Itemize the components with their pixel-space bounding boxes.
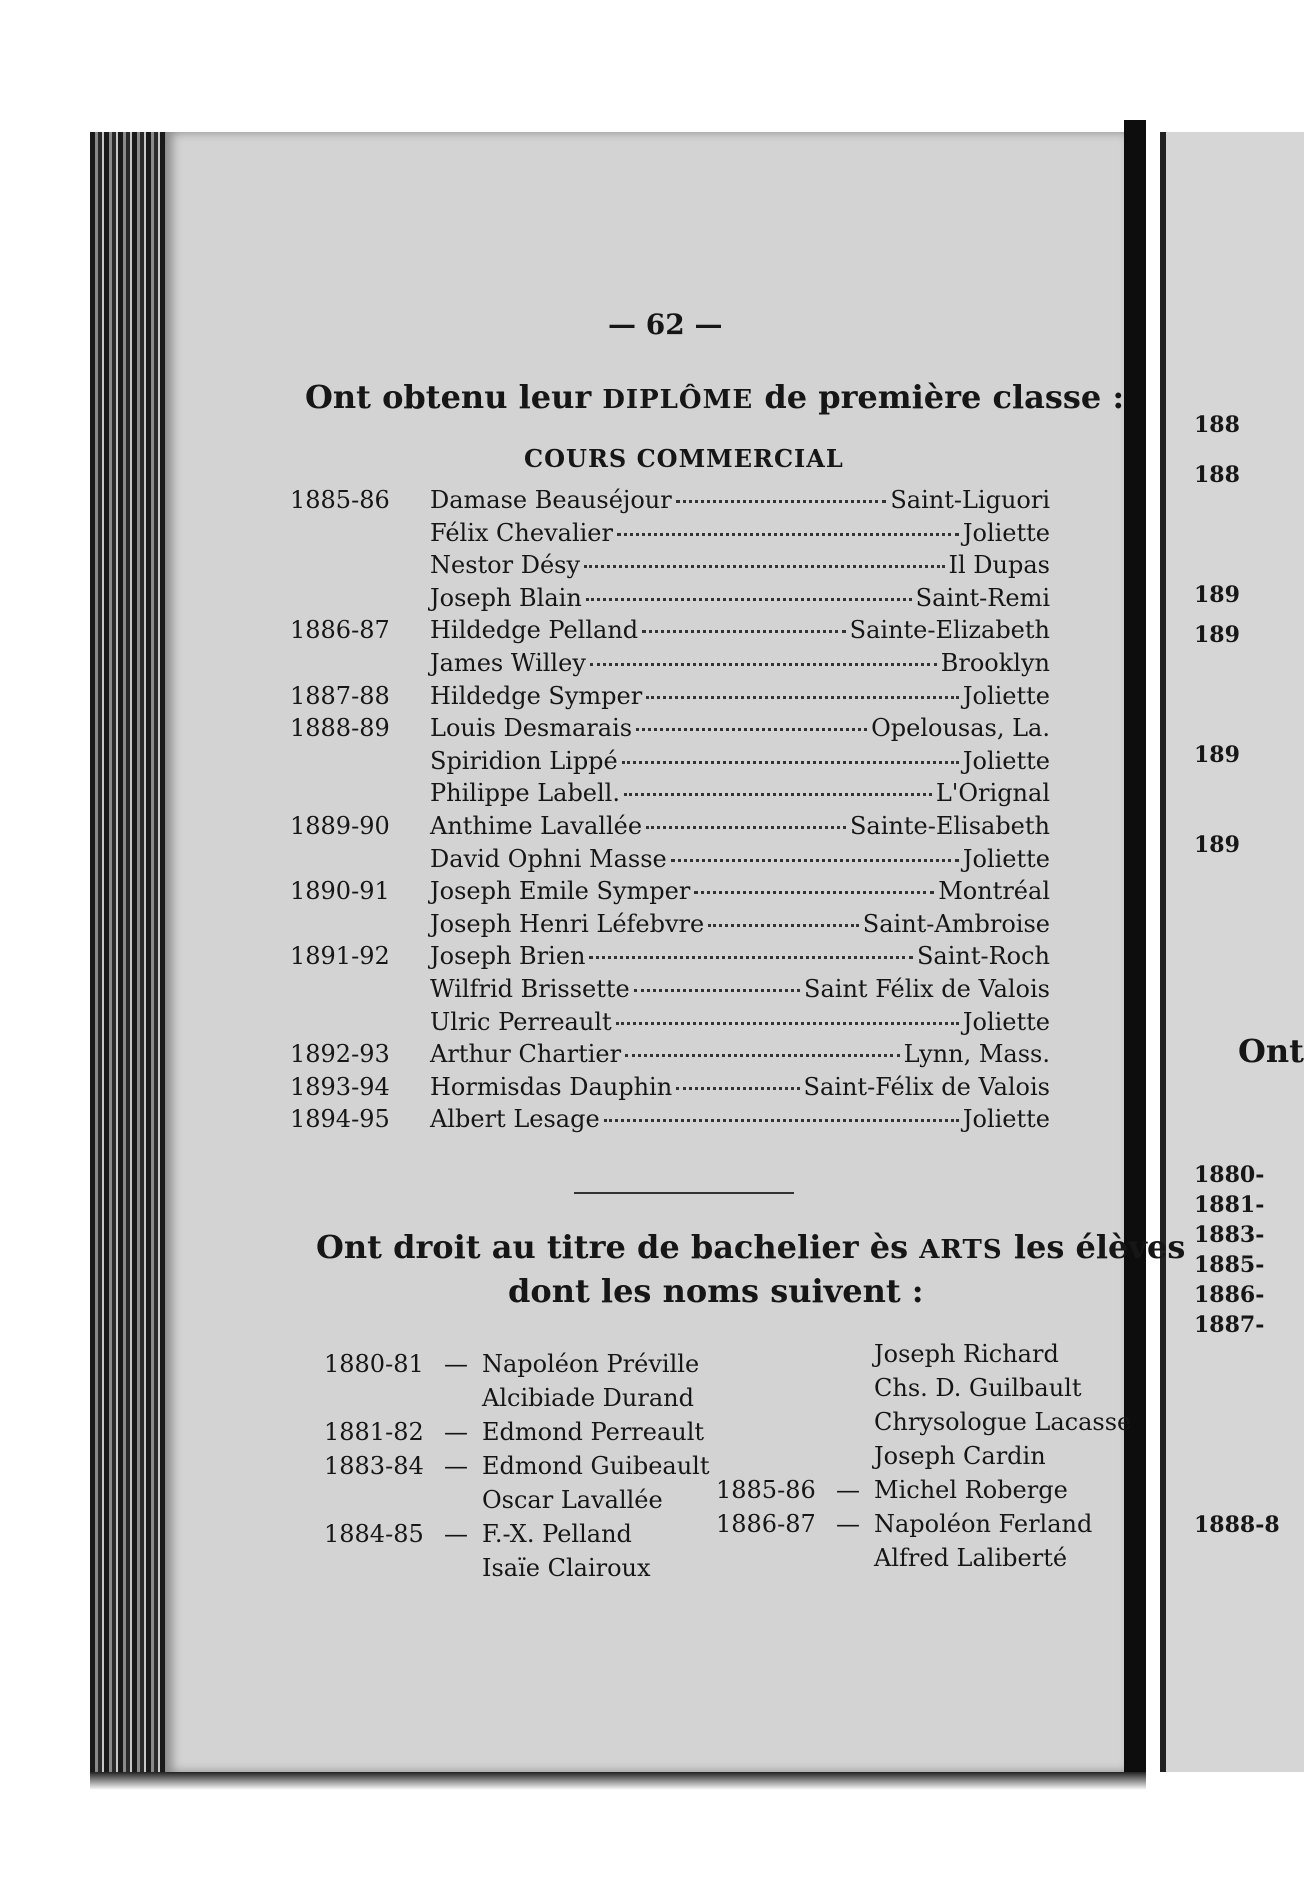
bachelor-heading-emphasis: ARTS bbox=[919, 1235, 1003, 1265]
entry-line bbox=[430, 812, 1050, 840]
dot-leader bbox=[590, 663, 937, 666]
entry-place: Brooklyn bbox=[940, 648, 1050, 677]
bachelor-year: 1880-81 bbox=[324, 1350, 424, 1378]
entry-place: Joliette bbox=[962, 681, 1050, 710]
bachelor-name: Joseph Cardin bbox=[874, 1442, 1046, 1470]
entry-line bbox=[430, 519, 1050, 547]
entry-line bbox=[430, 682, 1050, 710]
bachelor-row bbox=[324, 1452, 710, 1486]
entry-place: Lynn, Mass. bbox=[903, 1040, 1050, 1069]
bachelor-name: Oscar Lavallée bbox=[482, 1486, 663, 1514]
bachelor-name: Alcibiade Durand bbox=[482, 1384, 694, 1412]
page-number: — 62 — bbox=[608, 308, 723, 341]
next-page-year: 189 bbox=[1194, 742, 1240, 768]
entry-name: Nestor Désy bbox=[430, 551, 581, 580]
bachelor-name: Napoléon Préville bbox=[482, 1350, 700, 1378]
bachelor-year: 1884-85 bbox=[324, 1520, 424, 1548]
entry-place: Joliette bbox=[962, 1105, 1050, 1134]
entry-name: Félix Chevalier bbox=[430, 518, 613, 547]
entry-name: Philippe Labell. bbox=[430, 779, 620, 808]
dot-leader bbox=[708, 924, 859, 927]
bachelor-year: 1881-82 bbox=[324, 1418, 424, 1446]
entry-place: Joliette bbox=[962, 1007, 1050, 1036]
entry-place: Saint-Remi bbox=[915, 583, 1050, 612]
entry-year: 1886-87 bbox=[290, 616, 390, 645]
entry-year: 1890-91 bbox=[290, 877, 390, 906]
dot-leader bbox=[589, 956, 912, 959]
dot-leader bbox=[625, 1054, 900, 1057]
bachelor-row bbox=[324, 1554, 704, 1588]
book-spine bbox=[90, 132, 168, 1772]
entry-line bbox=[430, 649, 1050, 677]
bachelor-dash: — bbox=[444, 1520, 468, 1548]
entry-place: Montréal bbox=[938, 877, 1050, 906]
entry-name: Spiridion Lippé bbox=[430, 746, 618, 775]
next-page-year: 1886- bbox=[1194, 1282, 1265, 1308]
entry-year: 1894-95 bbox=[290, 1105, 390, 1134]
next-page-year: 188 bbox=[1194, 462, 1240, 488]
next-page-fragment bbox=[1160, 132, 1304, 1772]
entry-name: Hildedge Pelland bbox=[430, 616, 639, 645]
bachelor-row bbox=[324, 1486, 704, 1520]
bachelor-row bbox=[716, 1510, 1116, 1544]
diploma-heading-before: Ont obtenu leur bbox=[305, 378, 603, 416]
entry-place: L'Orignal bbox=[935, 779, 1050, 808]
next-page-year: 188 bbox=[1194, 412, 1240, 438]
bachelor-row bbox=[324, 1384, 704, 1418]
entry-year: 1887-88 bbox=[290, 681, 390, 710]
entry-line bbox=[430, 616, 1050, 644]
bachelor-name: Isaïe Clairoux bbox=[482, 1554, 651, 1582]
entry-year: 1891-92 bbox=[290, 942, 390, 971]
entry-line bbox=[430, 877, 1050, 905]
entry-line bbox=[430, 714, 1050, 742]
entry-line bbox=[430, 551, 1050, 579]
entry-place: Opelousas, La. bbox=[871, 714, 1050, 743]
bachelor-dash: — bbox=[444, 1452, 468, 1480]
entry-line bbox=[430, 779, 1050, 807]
next-page-year: 189 bbox=[1194, 622, 1240, 648]
entry-line bbox=[430, 1073, 1050, 1101]
entry-place: Saint-Ambroise bbox=[862, 909, 1050, 938]
next-page-year: 1881- bbox=[1194, 1192, 1265, 1218]
entry-place: Sainte-Elisabeth bbox=[849, 811, 1050, 840]
bachelor-dash: — bbox=[836, 1510, 860, 1538]
entry-place: Joliette bbox=[962, 518, 1050, 547]
bachelor-name: Alfred Laliberté bbox=[874, 1544, 1068, 1572]
dot-leader bbox=[694, 891, 934, 894]
entry-name: Albert Lesage bbox=[430, 1105, 600, 1134]
entry-line bbox=[430, 747, 1050, 775]
commercial-entry-row bbox=[290, 1105, 1050, 1138]
next-page-year: 189 bbox=[1194, 832, 1240, 858]
diploma-heading bbox=[305, 378, 1124, 416]
bachelor-row bbox=[716, 1408, 1132, 1442]
diploma-heading-emphasis: DIPLÔME bbox=[602, 385, 754, 415]
entry-year: 1892-93 bbox=[290, 1040, 390, 1069]
entry-place: Joliette bbox=[962, 746, 1050, 775]
entry-place: Saint-Liguori bbox=[890, 486, 1050, 514]
dot-leader bbox=[646, 826, 846, 829]
entry-line bbox=[430, 845, 1050, 873]
bachelor-row bbox=[716, 1544, 1116, 1578]
entry-year: 1888-89 bbox=[290, 714, 390, 743]
next-page-year: 1883- bbox=[1194, 1222, 1265, 1248]
commercial-entry-row bbox=[290, 714, 1050, 747]
commercial-entry-row bbox=[290, 747, 1050, 780]
commercial-entry-row bbox=[290, 975, 1050, 1008]
entry-name: Louis Desmarais bbox=[430, 714, 633, 743]
entry-line bbox=[430, 975, 1050, 1003]
entry-year: 1893-94 bbox=[290, 1072, 390, 1101]
entry-name: Joseph Brien bbox=[430, 942, 586, 971]
dot-leader bbox=[634, 989, 800, 992]
entry-place: Joliette bbox=[962, 844, 1050, 873]
entry-place: Saint Félix de Valois bbox=[804, 974, 1050, 1003]
next-page-year: 1888-8 bbox=[1194, 1512, 1280, 1538]
bachelor-row bbox=[716, 1476, 1116, 1510]
bachelor-heading bbox=[316, 1228, 1185, 1266]
bachelor-name: Napoléon Ferland bbox=[874, 1510, 1093, 1538]
dot-leader bbox=[624, 793, 932, 796]
bachelor-name: Michel Roberge bbox=[874, 1476, 1068, 1504]
next-page-heading: Ont bbox=[1238, 1032, 1304, 1070]
commercial-entry-row bbox=[290, 942, 1050, 975]
entry-name: Ulric Perreault bbox=[430, 1007, 612, 1036]
entry-line bbox=[430, 1040, 1050, 1068]
entry-name: Anthime Lavallée bbox=[430, 811, 643, 840]
dot-leader bbox=[604, 1119, 959, 1122]
entry-line bbox=[430, 1008, 1050, 1036]
entry-line bbox=[430, 942, 1050, 970]
entry-name: Joseph Emile Symper bbox=[430, 877, 691, 906]
entry-name: Damase Beauséjour bbox=[430, 486, 672, 514]
bachelor-row bbox=[716, 1374, 1116, 1408]
dot-leader bbox=[586, 598, 912, 601]
next-page-year: 1885- bbox=[1194, 1252, 1265, 1278]
dot-leader bbox=[622, 761, 959, 764]
commercial-entry-row bbox=[290, 616, 1050, 649]
next-page-year: 1880- bbox=[1194, 1162, 1265, 1188]
bachelor-row bbox=[324, 1520, 704, 1554]
cours-commercial-subheading: COURS COMMERCIAL bbox=[524, 444, 844, 473]
diploma-heading-after: de première classe : bbox=[753, 378, 1125, 416]
commercial-entry-row bbox=[290, 1073, 1050, 1106]
commercial-entry-row bbox=[290, 682, 1050, 715]
bachelor-row bbox=[324, 1418, 704, 1452]
commercial-entry-row bbox=[290, 1008, 1050, 1041]
entry-line bbox=[430, 486, 1050, 514]
entry-name: David Ophni Masse bbox=[430, 844, 667, 873]
bachelor-heading-after: les élèves bbox=[1002, 1228, 1186, 1266]
entry-name: Hormisdas Dauphin bbox=[430, 1072, 673, 1101]
bachelor-row bbox=[716, 1340, 1116, 1374]
bachelor-name: Chrysologue Lacasse bbox=[874, 1408, 1132, 1436]
dot-leader bbox=[642, 630, 845, 633]
dot-leader bbox=[636, 728, 867, 731]
dot-leader bbox=[676, 500, 887, 503]
entry-year: 1889-90 bbox=[290, 811, 390, 840]
entry-line bbox=[430, 584, 1050, 612]
entry-place: Sainte-Elizabeth bbox=[849, 616, 1050, 645]
commercial-entry-row bbox=[290, 519, 1050, 552]
bachelor-name: Chs. D. Guilbault bbox=[874, 1374, 1082, 1402]
commercial-entry-row bbox=[290, 877, 1050, 910]
dot-leader bbox=[646, 696, 959, 699]
commercial-entry-row bbox=[290, 649, 1050, 682]
entry-line bbox=[430, 910, 1050, 938]
dot-leader bbox=[584, 565, 944, 568]
commercial-entry-row bbox=[290, 910, 1050, 943]
entry-name: Wilfrid Brissette bbox=[430, 974, 630, 1003]
commercial-entry-row bbox=[290, 812, 1050, 845]
bachelor-dash: — bbox=[836, 1476, 860, 1504]
dot-leader bbox=[676, 1087, 799, 1090]
page-gutter bbox=[1124, 120, 1146, 1780]
bachelor-name: Joseph Richard bbox=[874, 1340, 1059, 1368]
bachelor-dash: — bbox=[444, 1418, 468, 1446]
bachelor-row bbox=[324, 1350, 704, 1384]
dot-leader bbox=[671, 859, 959, 862]
entry-place: Il Dupas bbox=[948, 551, 1050, 580]
bachelor-heading-before: Ont droit au titre de bachelier ès bbox=[316, 1228, 920, 1266]
entry-name: James Willey bbox=[430, 648, 586, 677]
commercial-entry-row bbox=[290, 779, 1050, 812]
bachelor-name: Edmond Perreault bbox=[482, 1418, 705, 1446]
bachelor-dash: — bbox=[444, 1350, 468, 1378]
entry-name: Arthur Chartier bbox=[430, 1040, 622, 1069]
bachelor-year: 1883-84 bbox=[324, 1452, 424, 1480]
next-page-year: 189 bbox=[1194, 582, 1240, 608]
bachelor-list-left bbox=[324, 1350, 710, 1588]
entry-year: 1885-86 bbox=[290, 486, 390, 514]
entry-place: Saint-Félix de Valois bbox=[803, 1072, 1050, 1101]
bachelor-name: F.-X. Pelland bbox=[482, 1520, 632, 1548]
bachelor-name: Edmond Guibeault bbox=[482, 1452, 710, 1480]
commercial-entry-row bbox=[290, 551, 1050, 584]
next-page-year: 1887- bbox=[1194, 1312, 1265, 1338]
page-bottom-shadow bbox=[90, 1772, 1146, 1790]
commercial-entry-row bbox=[290, 486, 1050, 519]
commercial-entry-row bbox=[290, 845, 1050, 878]
dot-leader bbox=[617, 533, 959, 536]
bachelor-year: 1885-86 bbox=[716, 1476, 816, 1504]
commercial-entry-row bbox=[290, 1040, 1050, 1073]
entry-name: Joseph Blain bbox=[430, 583, 582, 612]
commercial-entry-row bbox=[290, 584, 1050, 617]
entry-name: Hildedge Symper bbox=[430, 681, 643, 710]
entry-line bbox=[430, 1105, 1050, 1133]
bachelor-year: 1886-87 bbox=[716, 1510, 816, 1538]
entry-place: Saint-Roch bbox=[916, 942, 1050, 971]
dot-leader bbox=[616, 1022, 959, 1025]
commercial-diploma-list bbox=[290, 486, 1050, 1138]
section-divider bbox=[574, 1192, 794, 1194]
entry-name: Joseph Henri Léfebvre bbox=[430, 909, 705, 938]
bachelor-row bbox=[716, 1442, 1116, 1476]
bachelor-heading-line2: dont les noms suivent : bbox=[508, 1272, 924, 1310]
bachelor-list-right bbox=[716, 1340, 1132, 1578]
